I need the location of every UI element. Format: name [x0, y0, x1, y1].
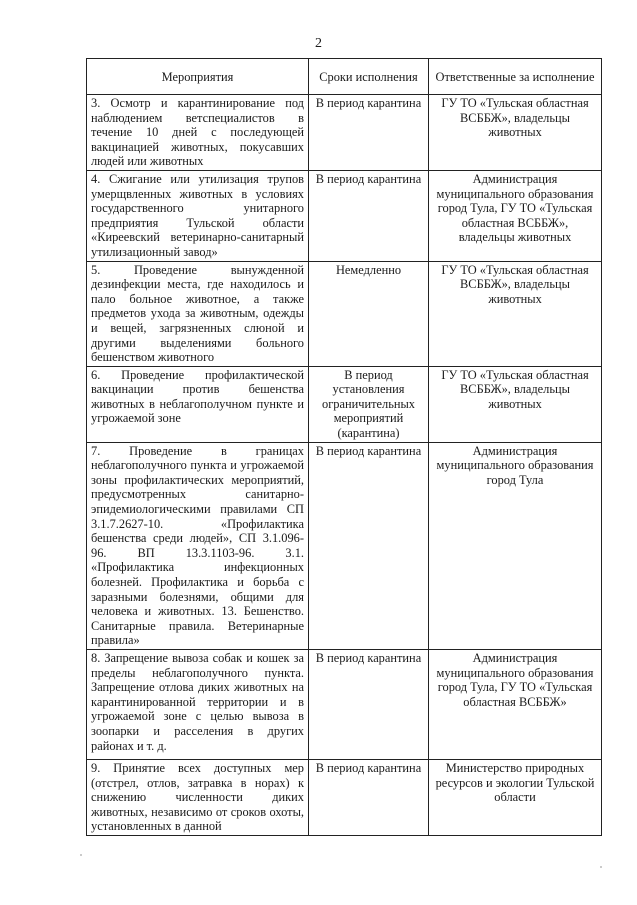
term-cell: В период карантина [309, 759, 429, 835]
term-cell: В период карантина [309, 95, 429, 171]
measure-cell: 3. Осмотр и карантинирование под наблюдением ветспециалистов в течение 10 дней с последующей вакцинацией животных, покусавших людей или животных [87, 95, 309, 171]
table-row [87, 759, 602, 835]
measures-table [86, 58, 602, 836]
term-cell: В период карантина [309, 170, 429, 261]
measure-cell: 8. Запрещение вывоза собак и кошек за пределы неблагополучного пункта. Запрещение отлова диких животных на карантинированной территории и в угрожаемой зоне с целью вывоза в зоопарки и расселения в других районах и т. д. [87, 649, 309, 759]
table-row [87, 170, 602, 261]
header-measures: Мероприятия [87, 59, 309, 95]
table-row [87, 366, 602, 442]
header-responsible: Ответственные за исполнение [429, 59, 602, 95]
measure-cell: 4. Сжигание или утилизация трупов умерщвленных животных в условиях государственного унитарного предприятия Тульской области «Киреевский ветеринарно-санитарный утилизационный завод» [87, 170, 309, 261]
term-cell: В период карантина [309, 649, 429, 759]
measure-cell: 5. Проведение вынужденной дезинфекции места, где находилось и пало больное животное, а также предметов ухода за животным, одежды и вещей, загрязненных слюной и другими выделениями больного бешенством животного [87, 261, 309, 366]
responsible-cell: Администрация муниципального образования город Тула, ГУ ТО «Тульская областная ВСББЖ», владельцы животных [429, 170, 602, 261]
measure-cell: 7. Проведение в границах неблагополучного пункта и угрожаемой зоны профилактических мероприятий, предусмотренных санитарно-эпидемиологическими правилами СП 3.1.7.2627-10. «Профилактика бешенства среди людей», СП 3.1.096-96. ВП 13.3.1103-96. 3.1. «Профилактика инфекционных болезней. Профилактика и борьба с заразными болезнями, общими для человека и животных. 13. Бешенство. Санитарные правила. Ветеринарные правила» [87, 442, 309, 649]
responsible-cell: ГУ ТО «Тульская областная ВСББЖ», владельцы животных [429, 366, 602, 442]
responsible-cell: ГУ ТО «Тульская областная ВСББЖ», владельцы животных [429, 261, 602, 366]
header-terms: Сроки исполнения [309, 59, 429, 95]
scan-speck [80, 854, 82, 856]
table-row [87, 442, 602, 649]
responsible-cell: Администрация муниципального образования город Тула [429, 442, 602, 649]
table-header-row [87, 59, 602, 95]
measure-cell: 6. Проведение профилактической вакцинации против бешенства животных в неблагополучном пункте и угрожаемой зоне [87, 366, 309, 442]
responsible-cell: Администрация муниципального образования город Тула, ГУ ТО «Тульская областная ВСББЖ» [429, 649, 602, 759]
table-row [87, 261, 602, 366]
responsible-cell: Министерство природных ресурсов и экологии Тульской области [429, 759, 602, 835]
term-cell: В период установления ограничительных мероприятий (карантина) [309, 366, 429, 442]
table-row [87, 649, 602, 759]
responsible-cell: ГУ ТО «Тульская областная ВСББЖ», владельцы животных [429, 95, 602, 171]
term-cell: Немедленно [309, 261, 429, 366]
table-row [87, 95, 602, 171]
measure-cell: 9. Принятие всех доступных мер (отстрел, отлов, затравка в норах) к снижению численности диких животных, независимо от сроков охоты, установленных в данной [87, 759, 309, 835]
scan-speck [600, 866, 602, 868]
term-cell: В период карантина [309, 442, 429, 649]
page-number: 2 [315, 36, 322, 51]
